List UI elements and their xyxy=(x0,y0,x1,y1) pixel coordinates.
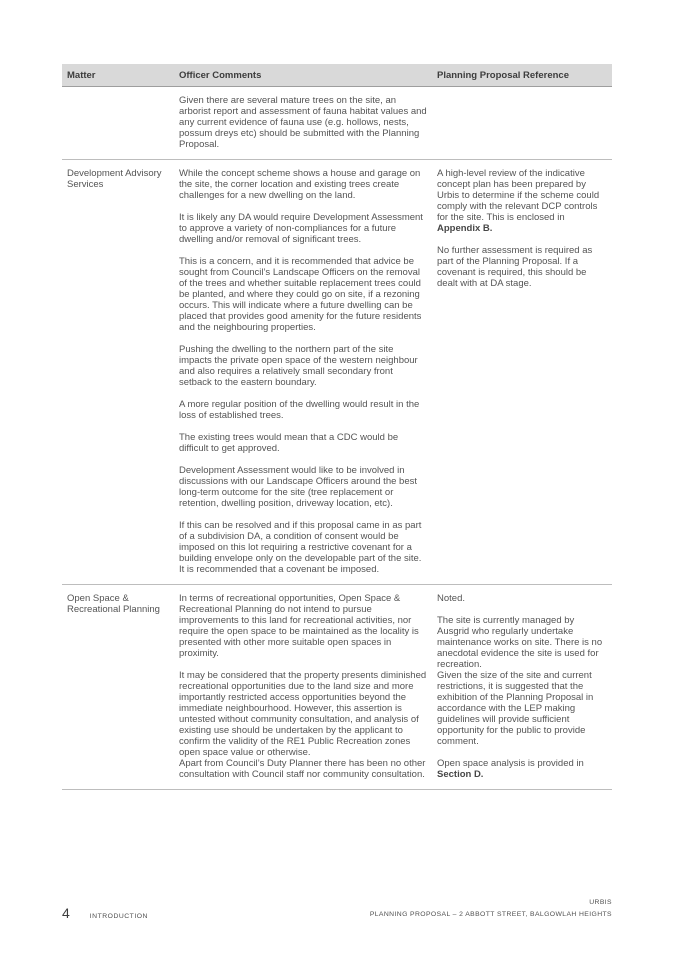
section-label: INTRODUCTION xyxy=(89,913,148,920)
paragraph: While the concept scheme shows a house and garage on the site, the corner location and existing trees create challenges for a new dwelling on the land. xyxy=(179,168,421,201)
footer-left xyxy=(62,905,148,921)
cell-planning-proposal-reference xyxy=(432,87,612,160)
cell-matter xyxy=(62,160,174,585)
cell-matter xyxy=(62,87,174,160)
bold-reference: Section D. xyxy=(437,769,484,780)
page-footer xyxy=(62,897,612,921)
paragraph: Development Assessment would like to be involved in discussions with our Landscape Officers around the best long-term outcome for the site (tree replacement or retention, dwelling position, driveway location, etc). xyxy=(179,465,417,509)
paragraph: Given there are several mature trees on the site, an arborist report and assessment of fauna habitat values and any current evidence of fauna use (e.g. hollows, nests, possum dreys etc) should be submitted with the Planning Proposal. xyxy=(179,95,427,150)
header-officer-comments: Officer Comments xyxy=(174,64,432,87)
paragraph: The site is currently managed by Ausgrid who regularly undertake maintenance works on site. There is no anecdotal evidence the site is used for recreation. xyxy=(437,615,603,670)
paragraph: A more regular position of the dwelling would result in the loss of established trees. xyxy=(179,399,420,421)
paragraph: It is likely any DA would require Development Assessment to approve a variety of non-compliances for a future dwelling and/or removal of significant trees. xyxy=(179,212,423,245)
paragraph: If this can be resolved and if this proposal came in as part of a subdivision DA, a condition of consent would be imposed on this lot requiring a restrictive covenant for a building envelope only on the developable part of the site. It is recommended that a covenant be imposed. xyxy=(179,520,422,575)
table-body xyxy=(62,87,612,790)
paragraph: A high-level review of the indicative concept plan has been prepared by Urbis to determine if the scheme could comply with the relevant DCP controls for the site. This is enclosed in Appendix B. xyxy=(437,168,600,234)
cell-planning-proposal-reference xyxy=(432,585,612,790)
paragraph: It may be considered that the property presents diminished recreational opportunities due to the land size and more importantly restricted access opportunities beyond the immediate neighbourhood. However, this assertion is untested without community consultation, and analysis of existing use should be undertaken by the applicant to confirm the validity of the RE1 Public Recreation zones open space value or otherwise. xyxy=(179,670,427,758)
matter-label: Open Space & Recreational Planning xyxy=(67,593,160,615)
paragraph: In terms of recreational opportunities, Open Space & Recreational Planning do not intend to pursue improvements to this land for recreational activities, nor require the open space to be maintained as the locality is presented with other more suitable open spaces in proximity. xyxy=(179,593,419,659)
paragraph: Noted. xyxy=(437,593,465,604)
bold-reference: Appendix B. xyxy=(437,223,493,234)
table-row xyxy=(62,87,612,160)
table-header-row xyxy=(62,64,612,87)
cell-officer-comments xyxy=(174,585,432,790)
brand-label: URBIS xyxy=(589,899,612,906)
page-number: 4 xyxy=(62,905,70,921)
table-row xyxy=(62,585,612,790)
header-matter: Matter xyxy=(62,64,174,87)
matter-label: Development Advisory Services xyxy=(67,168,162,190)
cell-matter xyxy=(62,585,174,790)
cell-officer-comments xyxy=(174,87,432,160)
table-row xyxy=(62,160,612,585)
paragraph: Pushing the dwelling to the northern part of the site impacts the private open space of the western neighbour and also requires a relatively small secondary front setback to the eastern boundary. xyxy=(179,344,418,388)
officer-comments-table xyxy=(62,64,612,790)
paragraph: Given the size of the site and current restrictions, it is suggested that the exhibition of the Planning Proposal in accordance with the LEP making guidelines will provide sufficient opportunity for the public to provide comment. xyxy=(437,670,594,747)
paragraph: The existing trees would mean that a CDC would be difficult to get approved. xyxy=(179,432,399,454)
cell-planning-proposal-reference xyxy=(432,160,612,585)
cell-officer-comments xyxy=(174,160,432,585)
paragraph: Open space analysis is provided in Section D. xyxy=(437,758,584,780)
header-planning-proposal-reference: Planning Proposal Reference xyxy=(432,64,612,87)
document-title: PLANNING PROPOSAL – 2 ABBOTT STREET, BALGOWLAH HEIGHTS xyxy=(369,911,612,918)
paragraph: No further assessment is required as part of the Planning Proposal. If a covenant is required, this should be dealt with at DA stage. xyxy=(437,245,593,289)
paragraph: This is a concern, and it is recommended that advice be sought from Council’s Landscape Officers on the removal of the trees and whether suitable replacement trees could be planted, and where they could go on site, if a rezoning occurs. This will indicate where a future dwelling can be placed that provides good amenity for the future residents and the neighbouring properties. xyxy=(179,256,422,333)
footer-right xyxy=(370,897,612,921)
paragraph: Apart from Council’s Duty Planner there has been no other consultation with Council staff nor community consultation. xyxy=(179,758,426,780)
